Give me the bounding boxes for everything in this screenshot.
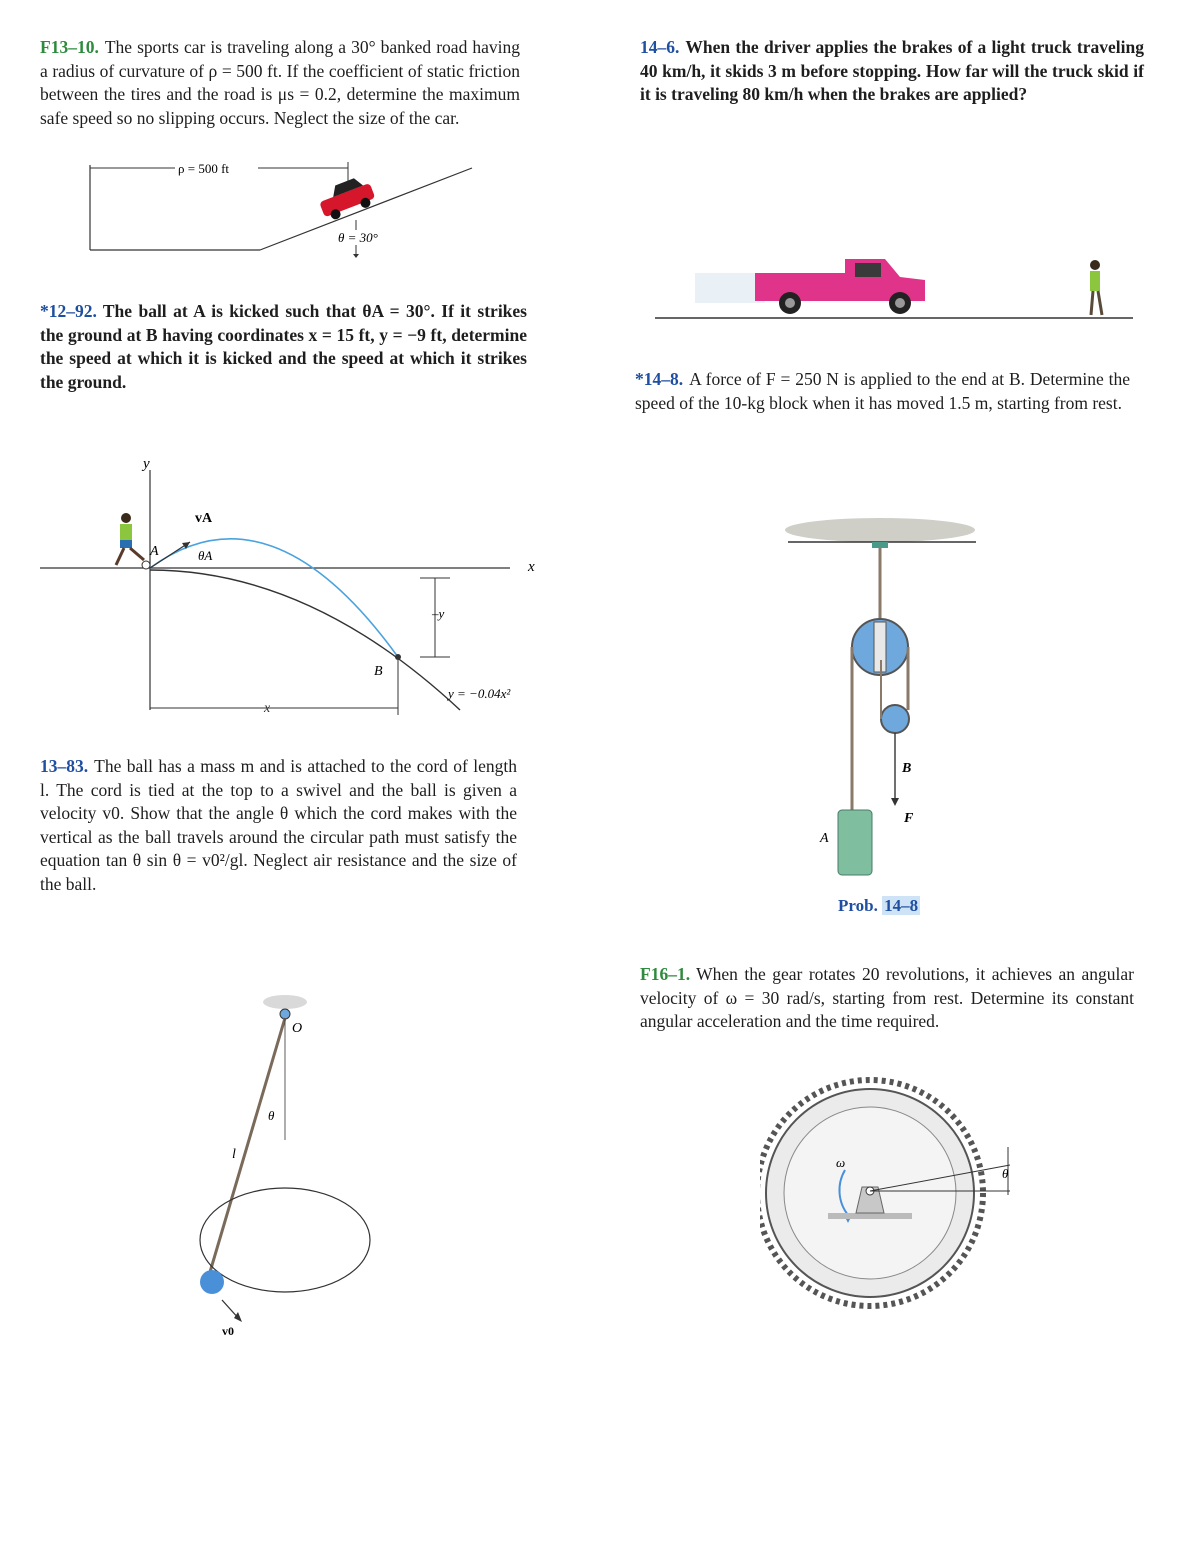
pickup-truck [755, 259, 925, 314]
problem-number: *14–8. [635, 369, 684, 389]
problem-12-92 [40, 300, 527, 394]
caption-prefix: Prob. [838, 896, 878, 915]
problem-f13-10 [40, 36, 520, 130]
problem-number: *12–92. [40, 301, 97, 321]
skidding-truck-diagram [655, 245, 1135, 325]
problem-number: F13–10. [40, 37, 99, 57]
gear-diagram [760, 1075, 1030, 1315]
point-A-label: A [150, 544, 159, 559]
omega-label: ω [836, 1155, 846, 1170]
sports-car [316, 174, 378, 223]
x-dimension-label: x [264, 701, 271, 716]
theta-label: θ [1002, 1166, 1009, 1181]
problem-14-8 [635, 368, 1130, 415]
kicker-figure [116, 513, 150, 569]
problem-number: 14–6. [640, 37, 680, 57]
figure-caption [838, 896, 920, 916]
x-axis-label: x [528, 559, 535, 575]
v0-label: v0 [222, 1324, 234, 1338]
problem-text: When the gear rotates 20 revolutions, it achieves an angular velocity of ω = 30 rad/s, starting from rest. Determine its constant angular acceleration and the time required. [640, 964, 1134, 1031]
theta-label: θ = 30° [338, 230, 378, 245]
problem-text: The ball has a mass m and is attached to the cord of length l. The cord is tied at the top to a swivel and the ball is given a velocity v0. Show that the angle θ which the cord makes with the vertical as the ball travels around the circular path must satisfy the equation tan θ sin θ = v0²/gl. Neglect air resistance and the size of the ball. [40, 756, 517, 894]
problem-text: The sports car is traveling along a 30° banked road having a radius of curvature of ρ = 500 ft. If the coefficient of static friction between the tires and the road is μs = 0.2, determine the maximum safe speed so no slipping occurs. Neglect the size of the car. [40, 37, 520, 128]
y-axis-label: y [143, 456, 150, 472]
problem-text: The ball at A is kicked such that θA = 30°. If it strikes the ground at B having coordinates x = 15 ft, y = −9 ft, determine the speed at which it is kicked and the speed at which it strikes the ground. [40, 301, 527, 392]
vA-label: vA [195, 511, 213, 526]
problem-14-6 [640, 36, 1144, 107]
pedestrian-figure [1090, 260, 1102, 315]
point-B-label: B [374, 664, 383, 679]
swivel-O-label: O [292, 1021, 303, 1036]
problem-number: F16–1. [640, 964, 691, 984]
theta-label: θ [268, 1108, 275, 1123]
banked-road-diagram [80, 150, 490, 265]
projectile-diagram [40, 450, 560, 725]
conical-pendulum-diagram [180, 990, 400, 1350]
problem-13-83 [40, 755, 517, 896]
pulley-system-diagram [780, 510, 990, 890]
caption-number: 14–8 [884, 896, 919, 915]
thetaA-label: θA [198, 548, 213, 563]
block-A-label: A [820, 831, 829, 846]
curve-equation: y = −0.04x² [448, 686, 511, 701]
rho-label: ρ = 500 ft [178, 161, 230, 176]
problem-number: 13–83. [40, 756, 89, 776]
minus-y-label: –y [432, 606, 445, 621]
point-B-label: B [902, 761, 912, 776]
problem-text: When the driver applies the brakes of a light truck traveling 40 km/h, it skids 3 m before stopping. How far will the truck skid if it is traveling 80 km/h when the brakes are applied? [640, 37, 1144, 104]
cord-length-label: l [232, 1147, 236, 1162]
force-F-label: F [904, 811, 914, 826]
problem-f16-1 [640, 963, 1134, 1034]
problem-text: A force of F = 250 N is applied to the end at B. Determine the speed of the 10-kg block when it has moved 1.5 m, starting from rest. [635, 369, 1130, 413]
